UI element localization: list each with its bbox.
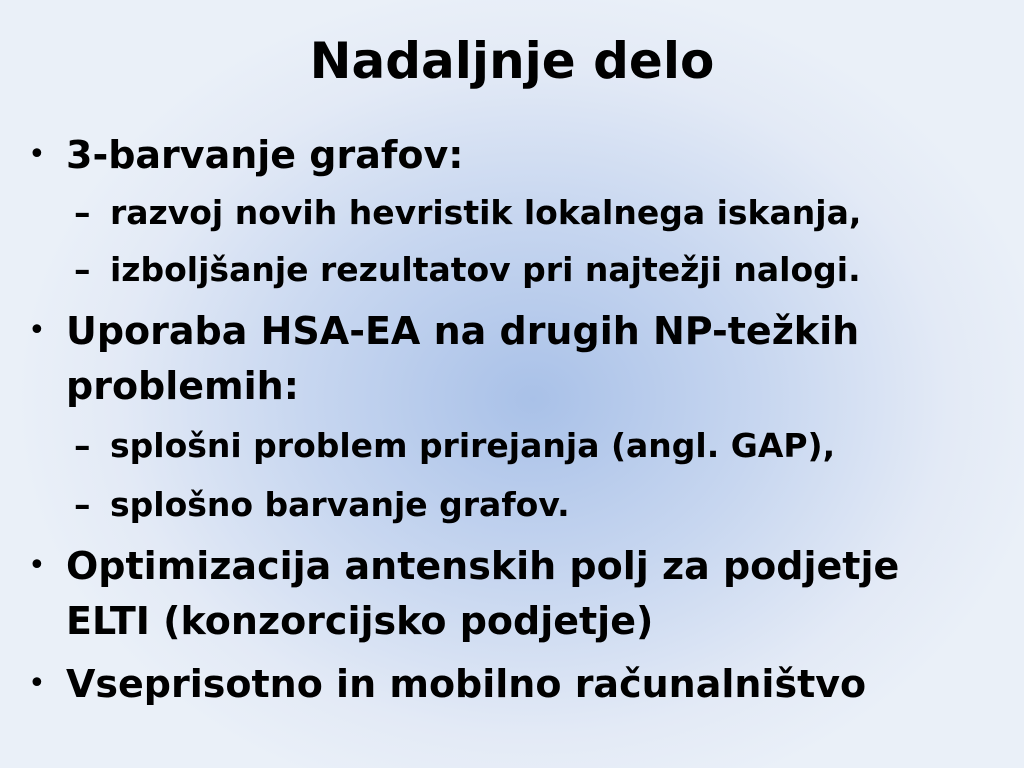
bullet-item-text: Uporaba HSA-EA na drugih NP-težkih xyxy=(66,309,860,353)
bullet-item-text-continued: ELTI (konzorcijsko podjetje) xyxy=(66,599,654,643)
bullet-icon: • xyxy=(28,548,46,583)
dash-icon: – xyxy=(74,485,91,524)
dash-icon: – xyxy=(74,426,91,465)
bullet-item-text: 3-barvanje grafov: xyxy=(66,133,464,177)
bullet-icon: • xyxy=(28,137,46,172)
slide-title: Nadaljnje delo xyxy=(309,32,715,90)
sub-item-text: splošno barvanje grafov. xyxy=(110,485,570,524)
bullet-icon: • xyxy=(28,666,46,701)
bullet-item-text: Vseprisotno in mobilno računalništvo xyxy=(66,662,867,706)
bullet-item-text-continued: problemih: xyxy=(66,364,299,408)
dash-icon: – xyxy=(74,193,91,232)
dash-icon: – xyxy=(74,250,91,289)
sub-item-text: izboljšanje rezultatov pri najtežji nalogi. xyxy=(110,250,861,289)
bullet-item-text: Optimizacija antenskih polj za podjetje xyxy=(66,544,900,588)
bullet-icon: • xyxy=(28,313,46,348)
sub-item-text: razvoj novih hevristik lokalnega iskanja, xyxy=(110,193,862,232)
sub-item-text: splošni problem prirejanja (angl. GAP), xyxy=(110,426,836,465)
